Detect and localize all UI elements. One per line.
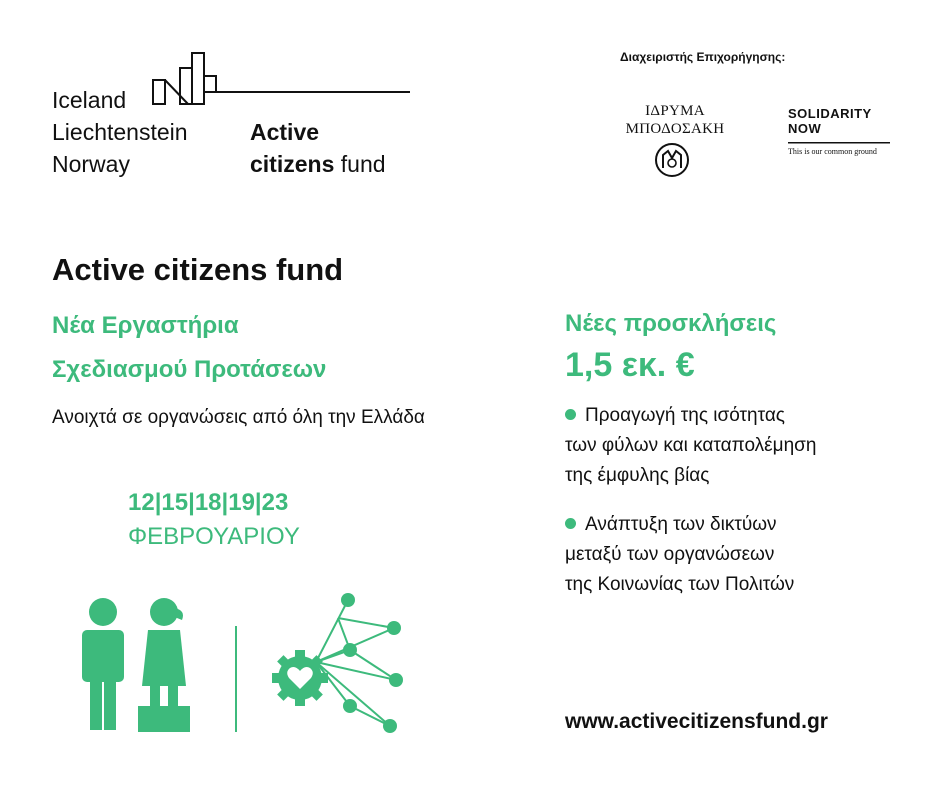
bullet-dot-icon [565, 518, 576, 529]
workshop-dates [128, 486, 300, 554]
country-iceland: Iceland [52, 87, 127, 113]
logo-fund-name [250, 116, 386, 180]
bodossaki-line2: ΜΠΟΔΟΣΑΚΗ [625, 121, 725, 137]
country-liechtenstein: Liechtenstein [52, 119, 188, 145]
illustration-divider [234, 626, 238, 732]
website-link[interactable]: www.activecitizensfund.gr [565, 710, 828, 733]
bullet1-line3: της έμφυλης βίας [565, 465, 710, 486]
page-title: Active citizens fund [52, 252, 344, 287]
new-calls-title: Νέες προσκλήσεις [565, 310, 777, 337]
bodossaki-emblem-icon [654, 142, 690, 178]
solidarity-line2: NOW [788, 121, 822, 136]
funding-amount: 1,5 εκ. € [565, 346, 695, 384]
logo-fund-fund: fund [340, 151, 386, 177]
woman-figure-icon [134, 596, 194, 736]
man-figure-icon [78, 596, 128, 736]
dates-month: ΦΕΒΡΟΥΑΡΙΟΥ [128, 523, 300, 550]
dates-days: 12|15|18|19|23 [128, 489, 289, 516]
bullet2-text1: Ανάπτυξη των δικτύων [585, 514, 777, 535]
gear-heart-network-icon [268, 588, 408, 738]
open-to-text: Ανοιχτά σε οργανώσεις από όλη την Ελλάδα [52, 407, 425, 428]
bullet-dot-icon [565, 409, 576, 420]
bodossaki-logo-text [615, 102, 735, 138]
solidarity-now-logo-text [788, 106, 872, 136]
subtitle-line1: Νέα Εργαστήρια [52, 312, 239, 339]
subtitle-line2: Σχεδιασμού Προτάσεων [52, 356, 327, 383]
grant-manager-label: Διαχειριστής Επιχορήγησης: [620, 50, 786, 64]
bullet1-text1: Προαγωγή της ισότητας [585, 405, 785, 426]
bodossaki-line1: ΙΔΡΥΜΑ [645, 103, 705, 119]
logo-fund-citizens: citizens [250, 151, 335, 177]
bullet2-line1 [565, 510, 905, 540]
logo-fund-line1: Active [250, 119, 320, 145]
logo-skyline-icon [150, 50, 412, 110]
solidarity-tagline: This is our common ground [788, 147, 877, 156]
bullet1-line2: των φύλων και καταπολέμηση [565, 435, 817, 456]
logo-countries [52, 84, 188, 180]
list-item [565, 401, 905, 491]
bullet1-line1 [565, 401, 905, 431]
solidarity-line1: SOLIDARITY [788, 106, 872, 121]
bullet2-line3: της Κοινωνίας των Πολιτών [565, 574, 795, 595]
bullet2-line2: μεταξύ των οργανώσεων [565, 544, 775, 565]
list-item [565, 510, 905, 600]
solidarity-now-divider [788, 142, 890, 145]
logo-fund-line2 [250, 148, 386, 180]
country-norway: Norway [52, 151, 130, 177]
